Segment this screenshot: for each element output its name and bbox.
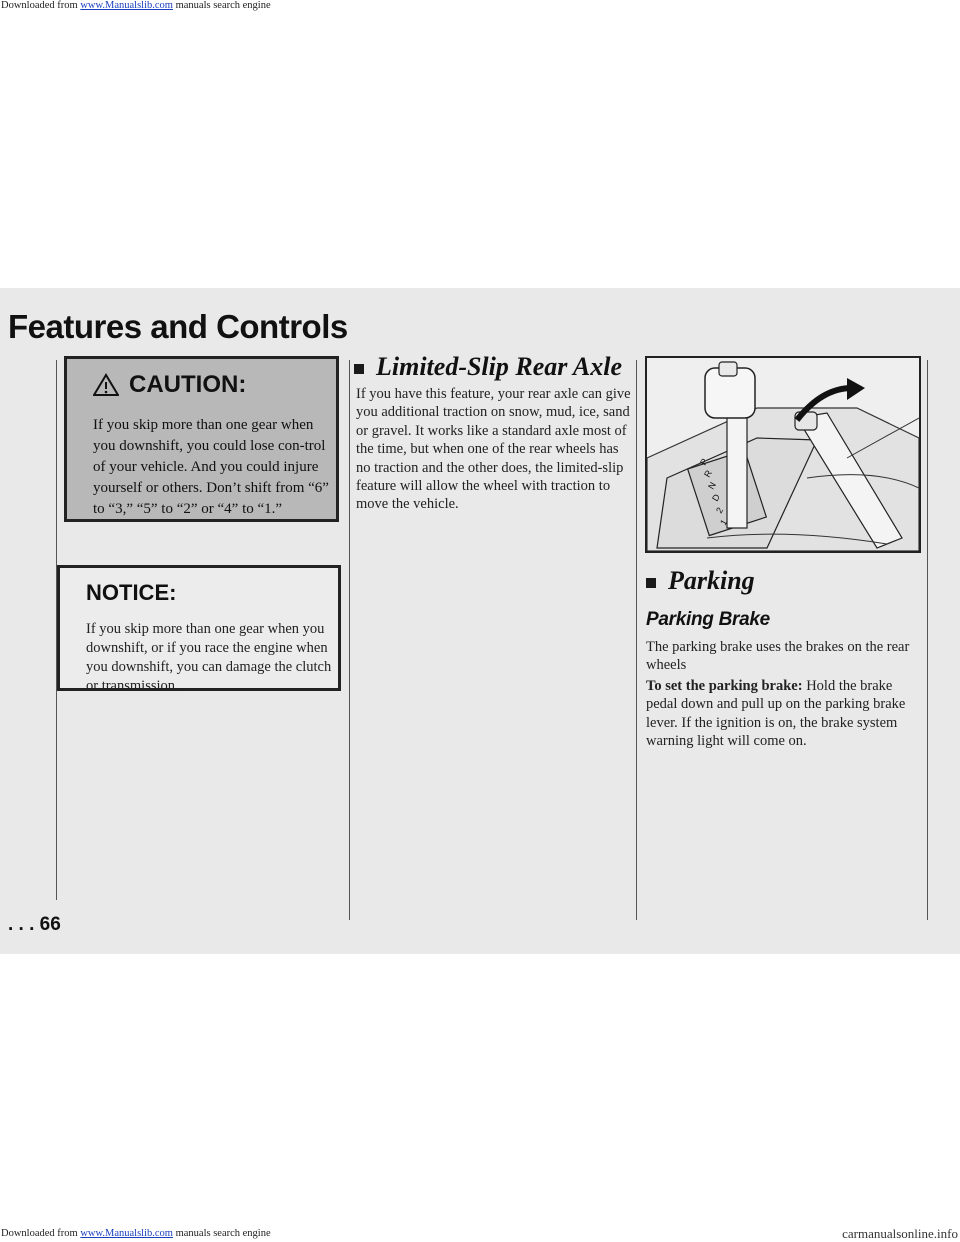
footer-left bbox=[1, 1228, 271, 1239]
parking-brake-heading: Parking Brake bbox=[646, 609, 770, 630]
manual-page bbox=[0, 288, 960, 954]
carmanualsonline-watermark: carmanualsonline.info bbox=[842, 1226, 958, 1241]
parking-brake-lead: To set the parking brake: bbox=[646, 678, 803, 694]
gear-label-d: D bbox=[710, 492, 722, 503]
parking-brake-intro: The parking brake uses the brakes on the rear wheels bbox=[646, 639, 910, 674]
bullet-square-icon bbox=[354, 364, 364, 374]
manualslib-link[interactable]: www.Manualslib.com bbox=[80, 0, 173, 11]
caution-heading bbox=[93, 371, 246, 399]
caution-text: If you skip more than one gear when you downshift, you could lose con-trol of your vehicle. And you could injure yourself or others. Don’t shift from “6” to “3,” “5” to “2” or “4” to “1.” bbox=[93, 417, 329, 517]
gear-label-2: 2 bbox=[714, 505, 726, 515]
gear-shift-illustration bbox=[645, 356, 921, 553]
footer-prefix: Downloaded from bbox=[1, 1228, 81, 1239]
notice-box bbox=[57, 565, 341, 694]
parking-brake-rest: Hold the brake pedal down and pull up on the parking brake lever. If the ignition is on, the brake system warning light will come on. bbox=[646, 678, 906, 750]
caution-box bbox=[64, 356, 339, 522]
shift-lever-drawing bbox=[647, 358, 919, 551]
gear-label-n: N bbox=[706, 480, 718, 491]
gear-label-r: R bbox=[702, 468, 714, 479]
warning-triangle-icon bbox=[93, 373, 119, 397]
caution-label: CAUTION: bbox=[129, 371, 247, 398]
parking-brake-instructions bbox=[646, 677, 926, 751]
limited-slip-title: Limited-Slip Rear Axle bbox=[376, 352, 623, 381]
column-rule-right bbox=[636, 360, 637, 920]
parking-title: Parking bbox=[668, 566, 755, 595]
page-number: . . . 66 bbox=[8, 914, 61, 935]
footer-manualslib-link[interactable]: www.Manualslib.com bbox=[80, 1228, 173, 1239]
footer-watermark bbox=[0, 1228, 960, 1242]
download-banner bbox=[0, 0, 960, 14]
notice-text: If you skip more than one gear when you downshift, or if you race the engine when you downshift, you can damage the clutch or transmission. bbox=[86, 621, 332, 694]
limited-slip-text: If you have this feature, your rear axle can give you additional traction on snow, mud, ice, sand or gravel. It works like a standard axle most of the time, but when one of the rear wheels has no traction and the other does, the limited-slip feature will allow the wheel with traction to move the vehicle. bbox=[356, 386, 631, 513]
column-rule-edge bbox=[927, 360, 928, 920]
bullet-square-icon bbox=[646, 578, 656, 588]
gear-label-1: 1 bbox=[718, 517, 730, 527]
limited-slip-heading bbox=[354, 352, 622, 382]
notice-heading: NOTICE: bbox=[86, 580, 177, 605]
banner-suffix: manuals search engine bbox=[172, 0, 271, 11]
section-title: Features and Controls bbox=[8, 308, 348, 345]
parking-heading bbox=[646, 566, 755, 596]
footer-suffix: manuals search engine bbox=[172, 1228, 271, 1239]
banner-prefix: Downloaded from bbox=[1, 0, 81, 11]
gear-label-p: P bbox=[698, 456, 710, 467]
column-rule-middle bbox=[349, 360, 350, 920]
